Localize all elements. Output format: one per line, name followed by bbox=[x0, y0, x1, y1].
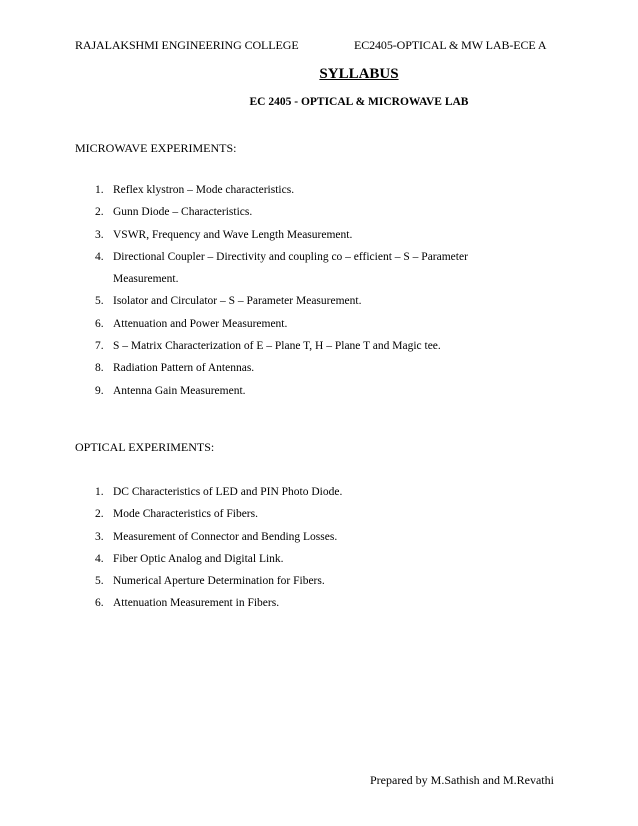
list-item bbox=[95, 313, 555, 335]
item-text: VSWR, Frequency and Wave Length Measurement. bbox=[113, 228, 353, 241]
header-course: EC2405-OPTICAL & MW LAB-ECE A bbox=[354, 38, 547, 52]
list-item bbox=[95, 380, 555, 402]
item-number: 1. bbox=[95, 486, 104, 498]
item-number: 4. bbox=[95, 250, 104, 263]
item-text: Antenna Gain Measurement. bbox=[113, 384, 246, 397]
list-item bbox=[95, 290, 555, 312]
item-text: Numerical Aperture Determination for Fibers. bbox=[113, 575, 325, 588]
item-text: Attenuation and Power Measurement. bbox=[113, 317, 288, 330]
list-item bbox=[95, 481, 555, 503]
microwave-list bbox=[95, 179, 555, 402]
item-text: Fiber Optic Analog and Digital Link. bbox=[113, 552, 284, 565]
item-number: 7. bbox=[95, 340, 104, 353]
item-number: 3. bbox=[95, 228, 104, 241]
item-number: 8. bbox=[95, 362, 104, 375]
item-number: 3. bbox=[95, 530, 104, 543]
list-item bbox=[95, 503, 555, 525]
item-text: Attenuation Measurement in Fibers. bbox=[113, 597, 280, 610]
item-text: Reflex klystron – Mode characteristics. bbox=[113, 184, 295, 196]
item-number: 5. bbox=[95, 295, 104, 308]
list-item bbox=[95, 357, 555, 379]
list-item bbox=[95, 526, 555, 548]
item-number: 6. bbox=[95, 597, 104, 610]
list-item bbox=[95, 201, 555, 223]
item-number: 2. bbox=[95, 206, 104, 219]
item-text: Measurement of Connector and Bending Losses. bbox=[113, 530, 338, 543]
list-item bbox=[95, 592, 555, 614]
list-item bbox=[95, 224, 555, 246]
item-number: 9. bbox=[95, 384, 104, 397]
item-text-continuation: Measurement. bbox=[113, 273, 179, 286]
item-text: Directional Coupler – Directivity and coupling co – efficient – S – Parameter bbox=[113, 250, 468, 263]
optical-list bbox=[95, 481, 555, 615]
item-number: 5. bbox=[95, 575, 104, 588]
microwave-heading: MICROWAVE EXPERIMENTS: bbox=[75, 141, 237, 155]
list-item bbox=[95, 335, 555, 357]
page-subtitle: EC 2405 - OPTICAL & MICROWAVE LAB bbox=[249, 96, 469, 108]
item-number: 4. bbox=[95, 552, 104, 565]
page-title: SYLLABUS bbox=[319, 66, 399, 82]
item-number: 6. bbox=[95, 317, 104, 330]
item-number: 2. bbox=[95, 508, 104, 521]
optical-heading: OPTICAL EXPERIMENTS: bbox=[75, 440, 215, 454]
item-text: Radiation Pattern of Antennas. bbox=[113, 362, 255, 375]
list-item bbox=[95, 548, 555, 570]
list-item bbox=[95, 179, 555, 201]
item-text: Isolator and Circulator – S – Parameter Measurement. bbox=[113, 295, 362, 308]
list-item bbox=[95, 570, 555, 592]
item-text: Mode Characteristics of Fibers. bbox=[113, 508, 258, 521]
item-text: DC Characteristics of LED and PIN Photo Diode. bbox=[113, 486, 343, 498]
item-text: S – Matrix Characterization of E – Plane T, H – Plane T and Magic tee. bbox=[113, 340, 441, 353]
item-text: Gunn Diode – Characteristics. bbox=[113, 206, 253, 219]
header-college: RAJALAKSHMI ENGINEERING COLLEGE bbox=[75, 38, 299, 52]
list-item bbox=[95, 246, 555, 291]
prepared-by-footer: Prepared by M.Sathish and M.Revathi bbox=[370, 773, 554, 787]
item-number: 1. bbox=[95, 184, 104, 196]
